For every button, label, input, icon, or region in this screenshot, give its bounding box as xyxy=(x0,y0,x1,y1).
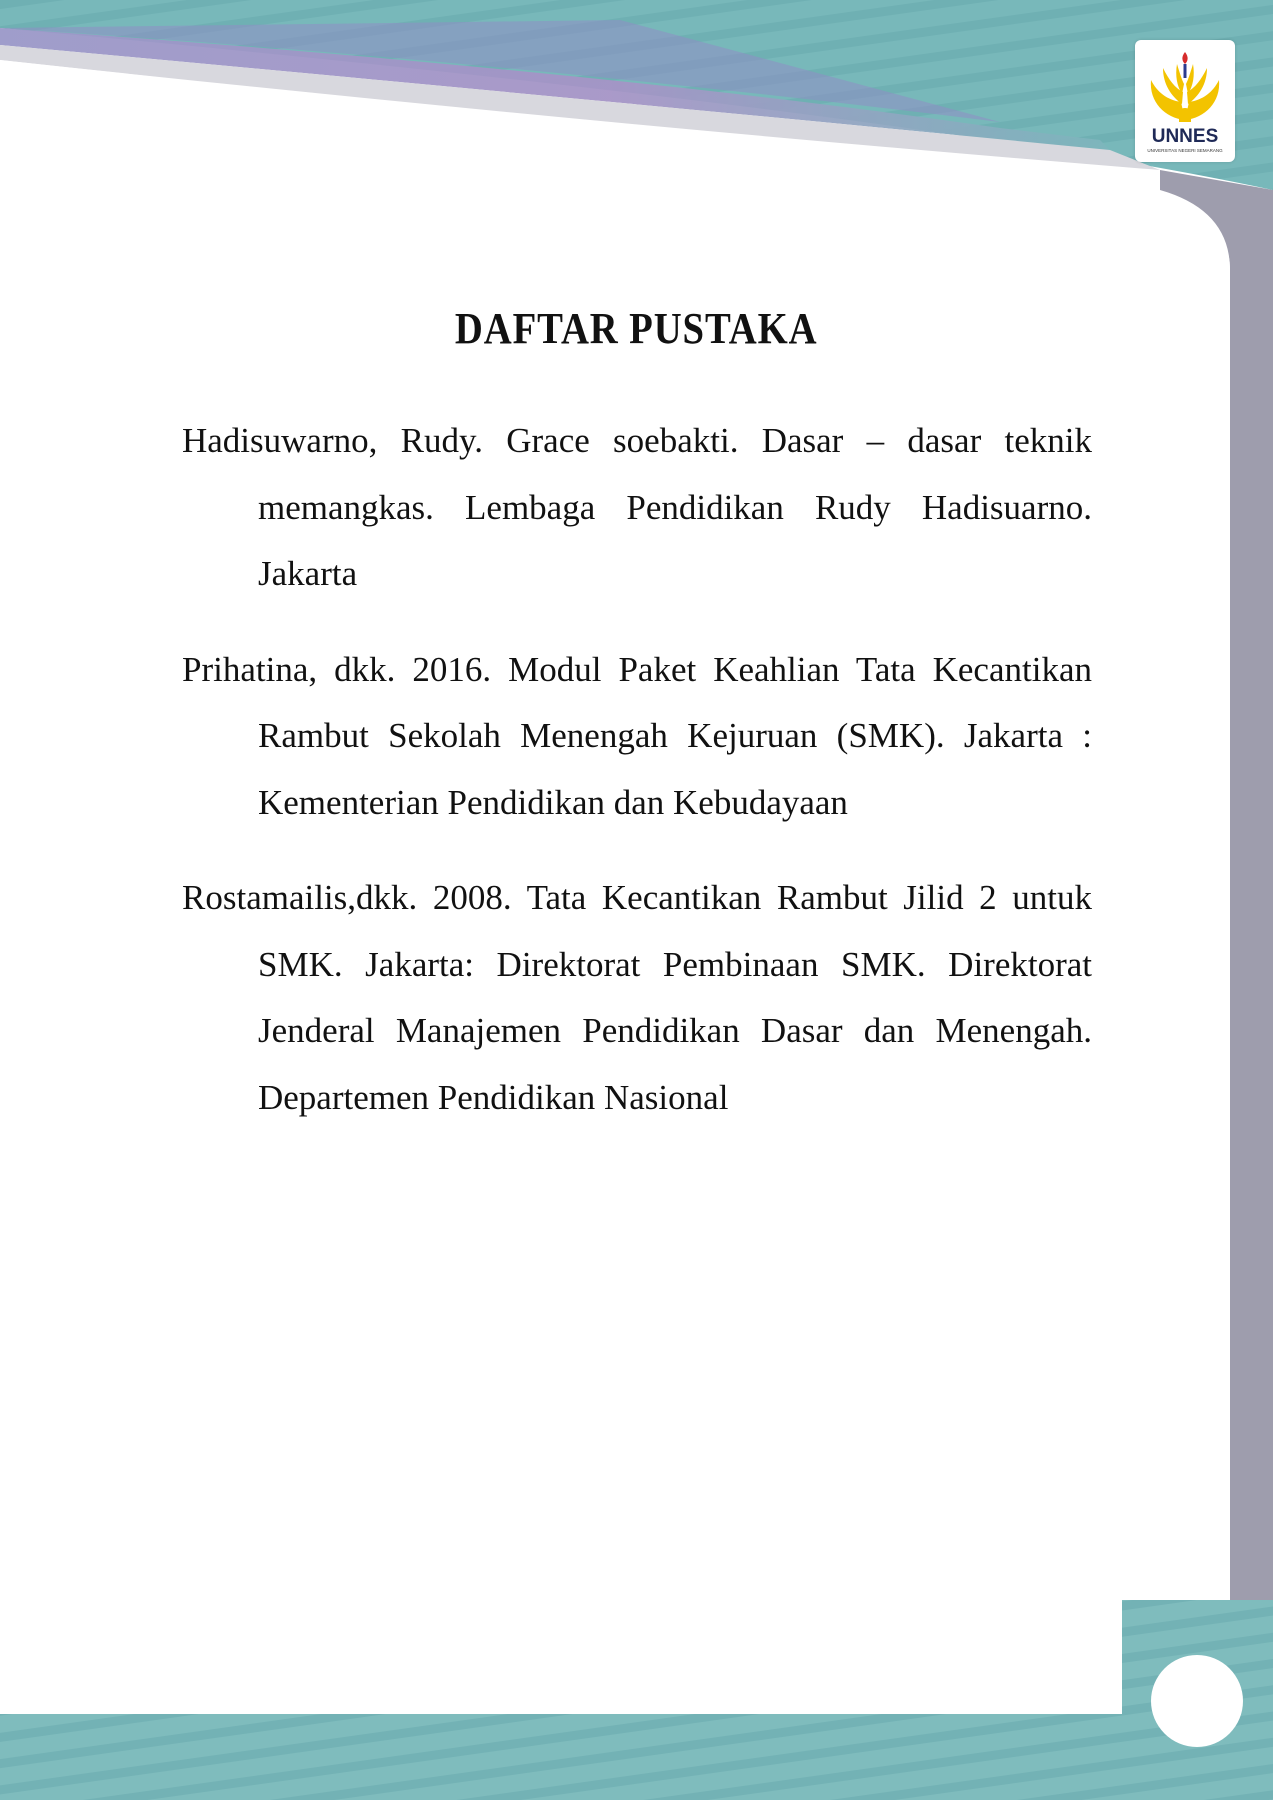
reference-item: Prihatina, dkk. 2016. Modul Paket Keahlian Tata Kecantikan Rambut Sekolah Menengah Kejuruan (SMK). Jakarta : Kementerian Pendidikan dan Kebudayaan xyxy=(182,649,1092,822)
page-title: DAFTAR PUSTAKA xyxy=(454,304,818,353)
page-number-circle xyxy=(1151,1655,1243,1747)
reference-item: Rostamailis,dkk. 2008. Tata Kecantikan Rambut Jilid 2 untuk SMK. Jakarta: Direktorat Pembinaan SMK. Direktorat Jenderal Manajemen Pendidikan Dasar dan Menengah. Departemen Pendidikan Nasional xyxy=(182,878,1092,1117)
unnes-logo xyxy=(1135,40,1235,162)
logo-subtitle: UNIVERSITAS NEGERI SEMARANG xyxy=(1147,148,1223,153)
logo-wordmark: UNNES xyxy=(1151,126,1219,147)
reference-list xyxy=(182,408,1092,1160)
reference-item: Hadisuwarno, Rudy. Grace soebakti. Dasar – dasar teknik memangkas. Lembaga Pendidikan Rudy Hadisuarno. Jakarta xyxy=(182,421,1092,593)
